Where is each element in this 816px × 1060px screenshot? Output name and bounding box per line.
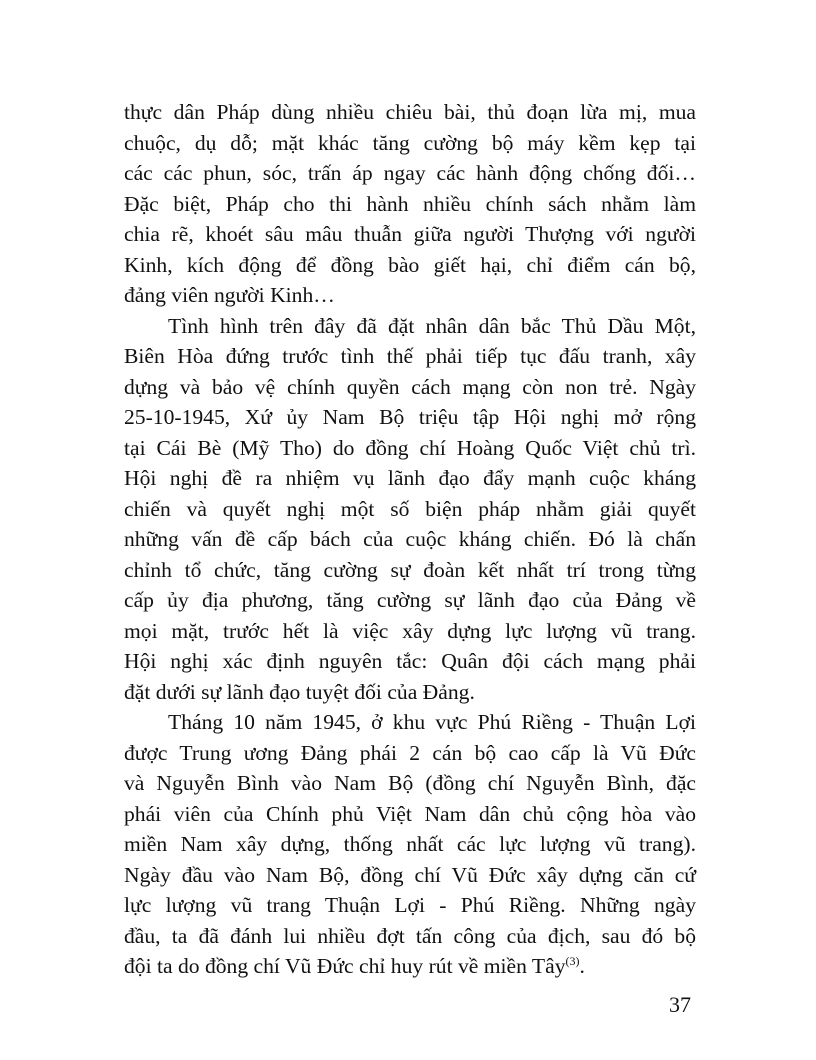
paragraph-2 [124, 311, 696, 708]
text-line: đặt dưới sự lãnh đạo tuyệt đối của Đảng. [124, 679, 475, 704]
text-line: chuộc, dụ dỗ; mặt khác tăng cường bộ máy kềm kẹp tại [124, 130, 696, 155]
page-body [124, 0, 696, 982]
text-line: 25-10-1945, Xứ ủy Nam Bộ triệu tập Hội nghị mở rộng [124, 405, 696, 429]
text-line: chiến và quyết nghị một số biện pháp nhằm giải quyết [124, 496, 696, 521]
text-line: Đặc biệt, Pháp cho thi hành nhiều chính sách nhằm làm [124, 191, 696, 216]
text-line: miền Nam xây dựng, thống nhất các lực lượng vũ trang). [124, 832, 696, 856]
text-line: những vấn đề cấp bách của cuộc kháng chiến. Đó là chấn [124, 527, 696, 551]
text-line: Ngày đầu vào Nam Bộ, đồng chí Vũ Đức xây dựng căn cứ [124, 862, 696, 887]
text-line: Tháng 10 năm 1945, ở khu vực Phú Riềng - Thuận Lợi [168, 710, 696, 734]
text-line: đầu, ta đã đánh lui nhiều đợt tấn công của địch, sau đó bộ [124, 923, 696, 948]
text-line: chia rẽ, khoét sâu mâu thuẫn giữa người Thượng với người [124, 222, 696, 246]
text-line: thực dân Pháp dùng nhiều chiêu bài, thủ đoạn lừa mị, mua [124, 100, 696, 124]
text-line: được Trung ương Đảng phái 2 cán bộ cao cấp là Vũ Đức [124, 740, 696, 765]
text-line: Biên Hòa đứng trước tình thế phải tiếp tục đấu tranh, xây [124, 344, 696, 368]
text-line: và Nguyễn Bình vào Nam Bộ (đồng chí Nguyễn Bình, đặc [124, 771, 696, 795]
text-line: chỉnh tổ chức, tăng cường sự đoàn kết nhất trí trong từng [124, 557, 696, 582]
text-line: lực lượng vũ trang Thuận Lợi - Phú Riềng. Những ngày [124, 893, 696, 917]
paragraph-1 [124, 97, 696, 311]
page-number: 37 [669, 991, 691, 1017]
footnote-reference[interactable]: (3) [565, 954, 580, 968]
text-line [124, 951, 696, 982]
text-line: phái viên của Chính phủ Việt Nam dân chủ cộng hòa vào [124, 801, 696, 826]
text-line: Hội nghị xác định nguyên tắc: Quân đội cách mạng phải [124, 649, 696, 673]
text-line: mọi mặt, trước hết là việc xây dựng lực lượng vũ trang. [124, 618, 696, 643]
end-punctuation: . [579, 954, 585, 978]
text-line: dựng và bảo vệ chính quyền cách mạng còn non trẻ. Ngày [124, 374, 696, 399]
text-line: cấp ủy địa phương, tăng cường sự lãnh đạo của Đảng về [124, 588, 696, 612]
text-line: Kinh, kích động để đồng bào giết hại, chỉ điểm cán bộ, [124, 252, 696, 277]
text-line-content: đội ta do đồng chí Vũ Đức chỉ huy rút về miền Tây [124, 954, 566, 978]
text-line: Hội nghị đề ra nhiệm vụ lãnh đạo đẩy mạnh cuộc kháng [124, 466, 696, 490]
text-line: Tình hình trên đây đã đặt nhân dân bắc Thủ Dầu Một, [168, 313, 696, 338]
text-line: tại Cái Bè (Mỹ Tho) do đồng chí Hoàng Quốc Việt chủ trì. [124, 435, 696, 460]
paragraph-3 [124, 707, 696, 982]
text-line: đảng viên người Kinh… [124, 283, 335, 307]
text-line: các các phun, sóc, trấn áp ngay các hành động chống đối… [124, 161, 696, 185]
